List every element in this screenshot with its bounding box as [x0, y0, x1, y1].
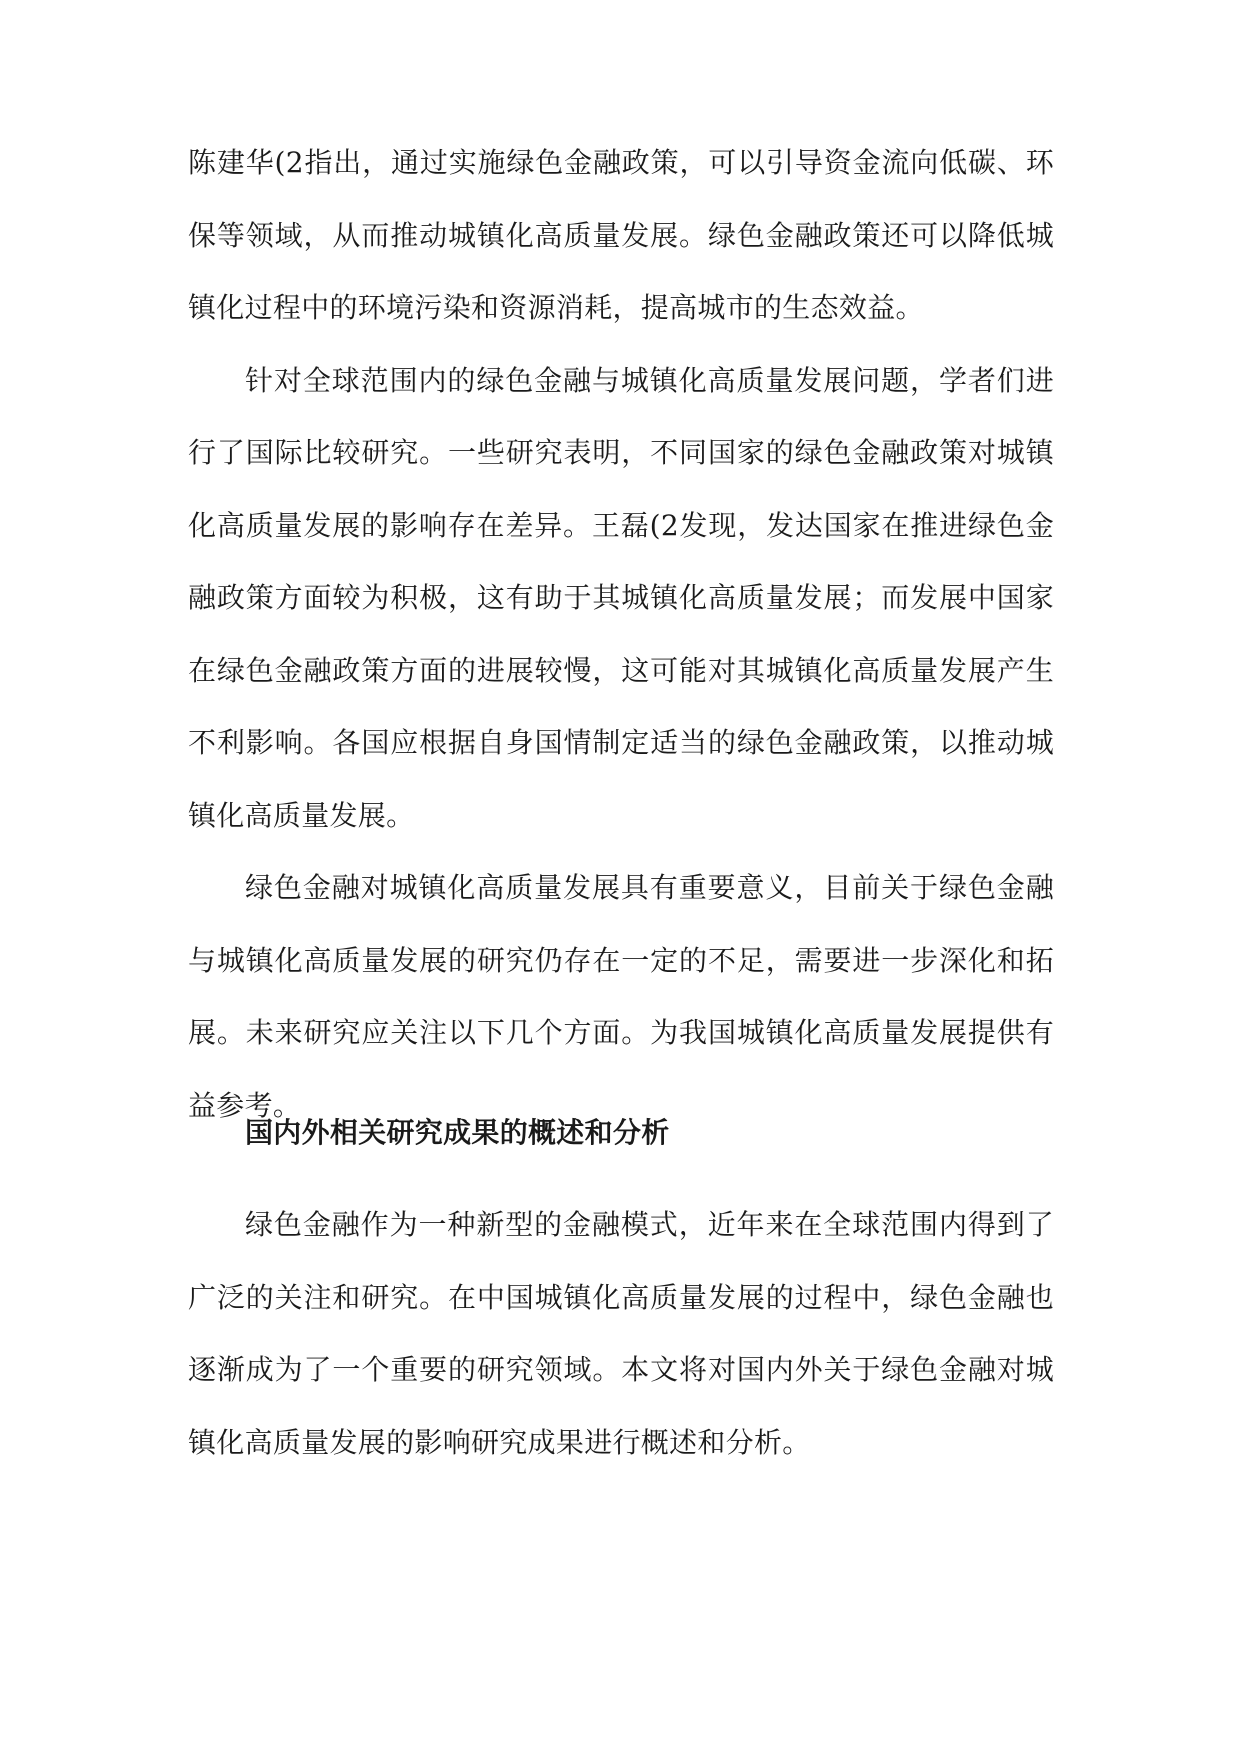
- section-heading: 国内外相关研究成果的概述和分析: [245, 1116, 670, 1149]
- paragraph-research-significance: 绿色金融对城镇化高质量发展具有重要意义，目前关于绿色金融与城镇化高质量发展的研究仍存在一定的不足，需要进一步深化和拓展。未来研究应关注以下几个方面。为我国城镇化高质量发展提供有益参考。: [188, 871, 1054, 1122]
- body-text-top: [188, 127, 1054, 1142]
- paragraph-chen-jianhua: 陈建华(2指出，通过实施绿色金融政策，可以引导资金流向低碳、环保等领域，从而推动城镇化高质量发展。绿色金融政策还可以降低城镇化过程中的环境污染和资源消耗，提高城市的生态效益。: [188, 146, 1054, 324]
- paragraph-international-comparison: 针对全球范围内的绿色金融与城镇化高质量发展问题，学者们进行了国际比较研究。一些研究表明，不同国家的绿色金融政策对城镇化高质量发展的影响存在差异。王磊(2发现，发达国家在推进绿色金融政策方面较为积极，这有助于其城镇化高质量发展；而发展中国家在绿色金融政策方面的进展较慢，这可能对其城镇化高质量发展产生不利影响。各国应根据自身国情制定适当的绿色金融政策，以推动城镇化高质量发展。: [188, 363, 1054, 832]
- body-text-bottom: [188, 1189, 1054, 1479]
- paragraph-green-finance-overview: 绿色金融作为一种新型的金融模式，近年来在全球范围内得到了广泛的关注和研究。在中国城镇化高质量发展的过程中，绿色金融也逐渐成为了一个重要的研究领域。本文将对国内外关于绿色金融对城镇化高质量发展的影响研究成果进行概述和分析。: [188, 1208, 1054, 1459]
